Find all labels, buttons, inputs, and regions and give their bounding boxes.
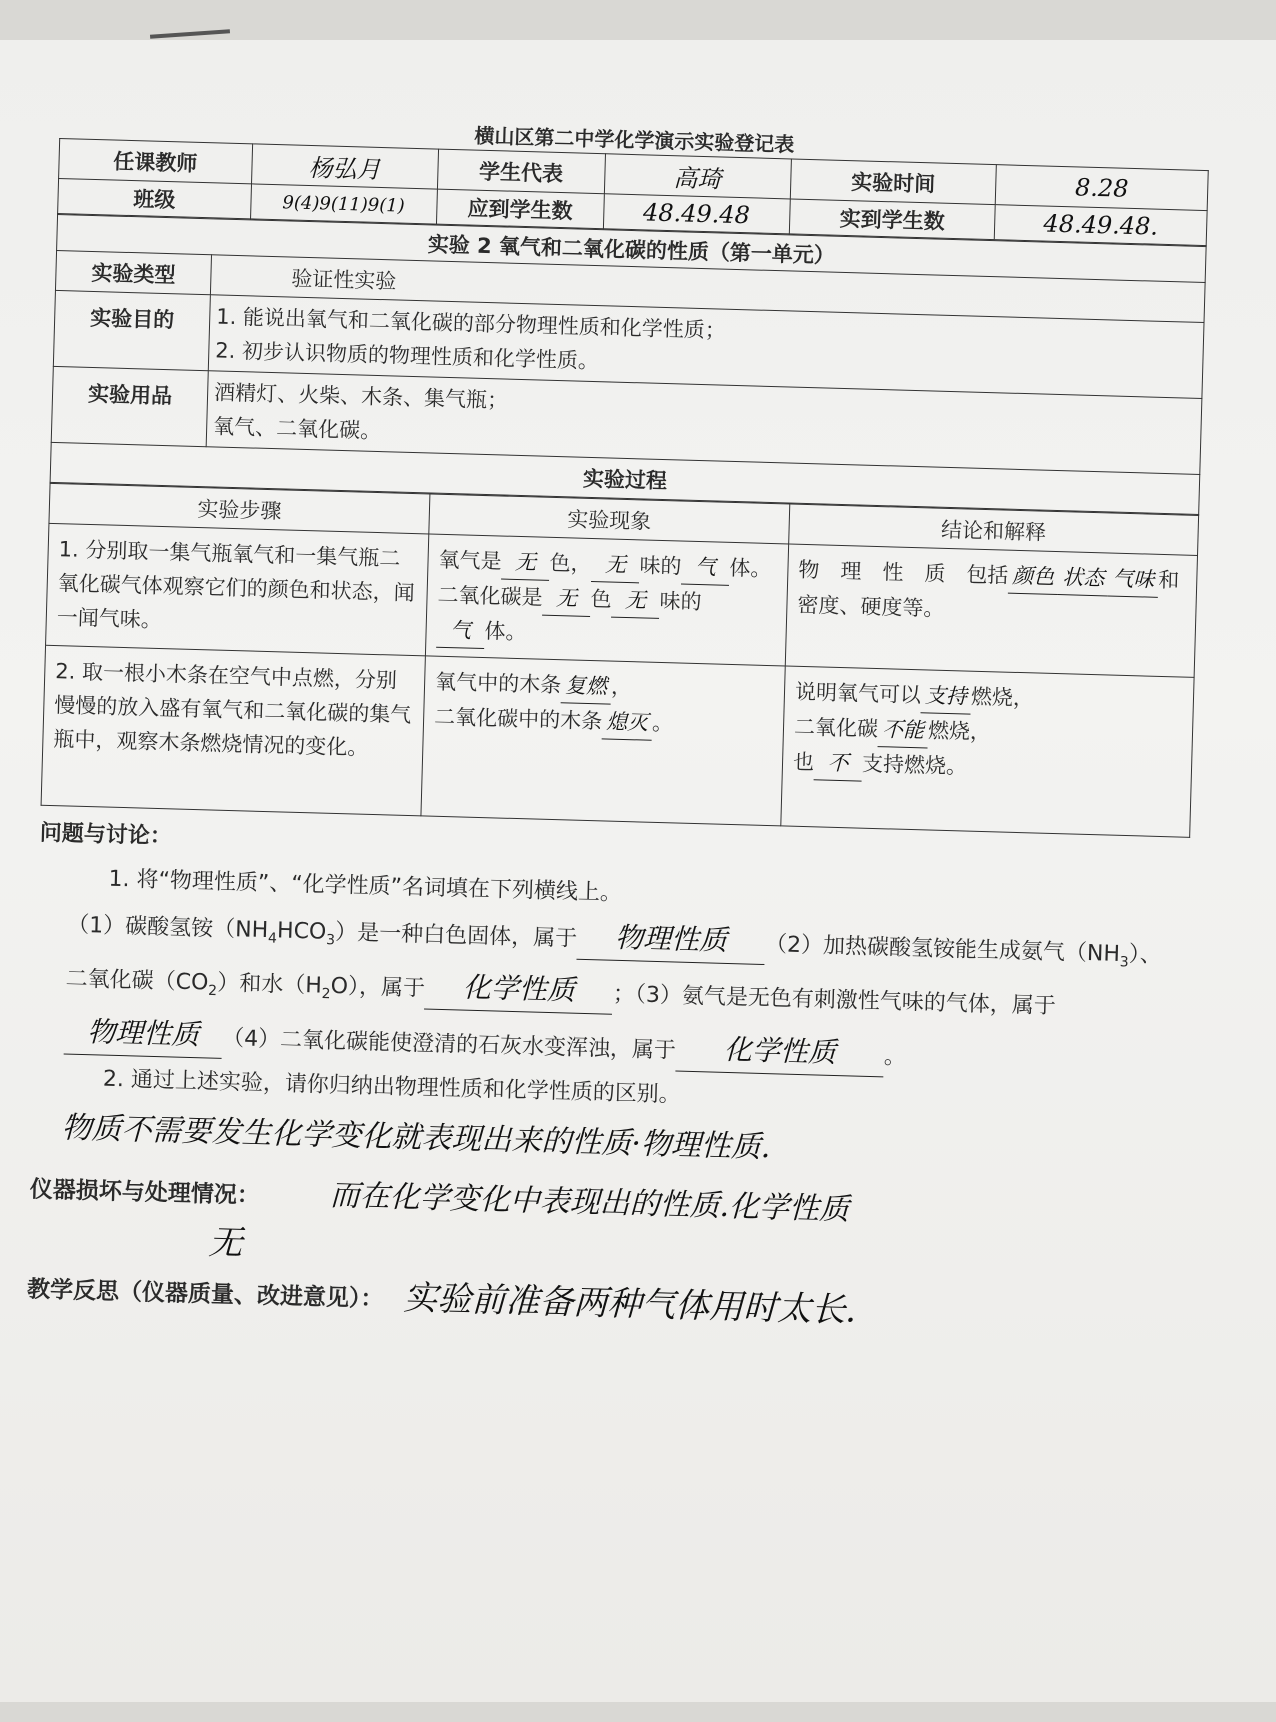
answer-blank: 不能	[878, 712, 929, 748]
text: 也	[792, 749, 815, 775]
answer-blank: 无	[611, 583, 660, 619]
process-label: 实验过程	[50, 442, 1200, 514]
expected-label: 应到学生数	[436, 189, 604, 229]
text: ）、二氧化碳（CO	[65, 942, 1163, 996]
answer-blank: 无	[501, 545, 550, 581]
text: 。	[883, 1044, 907, 1070]
student-rep-value: 高琦	[604, 154, 791, 199]
reflection-value: 实验前准备两种气体用时太长.	[402, 1277, 857, 1331]
text: 味的	[639, 553, 682, 579]
time-label: 实验时间	[790, 159, 996, 205]
answer-blank: 气	[681, 550, 730, 586]
question-1: 1. 将“物理性质”、“化学性质”名词填在下列横线上。	[108, 866, 623, 906]
question-1-body: （1）碳酸氢铵$(NH_4HCO_3)$是一种白色固体，属于 物理性质 （2）加热碳酸氢铵能生成氨气$(NH_3)$、二氧化碳$(CO_2)$和水$(H_2O)$，属于 化学性质 ；（3）氨气是无色有刺激性气味的气体，属于物理性质 （4）二氧化碳能使澄清的石灰水变浑浊，属于 化学性质 。	[34, 900, 1188, 1088]
text: O），属于	[330, 974, 426, 1002]
answer-blank: 支持	[920, 678, 971, 714]
supplies-line: 氧气、二氧化碳。	[212, 413, 382, 443]
text: 燃烧，	[970, 684, 1035, 711]
expected-value: 48.49.48	[603, 194, 790, 234]
text: 二氧化碳是	[437, 582, 543, 610]
teacher-value: 杨弘月	[251, 144, 438, 189]
question-2-answer-2: 而在化学变化中表现出的性质.化学性质	[329, 1177, 850, 1228]
conclusion-1	[785, 544, 1197, 677]
paper-edge-mark	[150, 29, 230, 39]
actual-label: 实到学生数	[789, 199, 995, 240]
text: 和密度、硬度等。	[797, 567, 1180, 621]
damage-label: 仪器损坏与处理情况：	[29, 1176, 261, 1210]
supplies-label: 实验用品	[51, 366, 208, 446]
experiment-title: 实验 2 氧气和二氧化碳的性质（第一单元）	[57, 214, 1207, 282]
conclusion-2	[781, 666, 1194, 837]
discussion-section	[31, 812, 1190, 1188]
text: 燃烧，	[927, 718, 992, 745]
text: 色，	[549, 550, 592, 577]
damage-value: 无	[207, 1222, 243, 1264]
time-value: 8.28	[995, 165, 1208, 211]
purpose-line: 2. 初步认识物质的物理性质和化学性质。	[215, 337, 600, 373]
step-2: 2. 取一根小木条在空气中点燃，分别慢慢的放入盛有氧气和二氧化碳的集气瓶中，观察木条燃烧情况的变化。	[41, 645, 425, 816]
step-1: 1. 分别取一集气瓶氧气和一集气瓶二氧化碳气体观察它们的颜色和状态，闻一闻气味。	[46, 523, 429, 656]
question-2-answer-1: 物质不需要发生化学变化就表现出来的性质·物理性质.	[61, 1110, 771, 1166]
answer-blank: 气味	[1108, 561, 1159, 597]
text: 体。	[484, 619, 527, 645]
col-steps: 实验步骤	[49, 483, 430, 534]
text: ）是一种白色固体，属于	[334, 920, 578, 952]
text: 色	[590, 587, 612, 612]
answer-blank: 化学性质	[675, 1026, 884, 1077]
answer-blank: 状态	[1058, 560, 1109, 596]
text: 味的	[659, 588, 702, 615]
answer-blank: 不	[814, 745, 863, 781]
answer-blank: 复燃	[561, 668, 612, 704]
text: ）和水（H	[216, 971, 323, 1000]
form-title: 横山区第二中学化学演示实验登记表	[474, 123, 795, 157]
text: （2）加热碳酸氢铵能生成氨气（NH	[764, 932, 1121, 967]
text: 二氧化碳	[793, 714, 879, 742]
purpose-line: 1. 能说出氧气和二氧化碳的部分物理性质和化学性质；	[215, 303, 727, 343]
col-conclusion: 结论和解释	[789, 504, 1199, 555]
text: 氧气是	[438, 547, 502, 574]
answer-blank: 颜色	[1008, 559, 1059, 595]
text: ，	[610, 674, 633, 700]
text: ；（3）氨气是无色有刺激性气味的气体，属于	[612, 982, 1057, 1020]
text: 说明氧气可以	[794, 679, 922, 708]
answer-blank: 无	[542, 581, 591, 617]
col-observations: 实验现象	[429, 494, 790, 544]
observation-2	[421, 656, 785, 826]
type-value: 验证性实验	[210, 255, 1205, 323]
reflection-label: 教学反思（仪器质量、改进意见）：	[26, 1276, 384, 1313]
text: 。	[651, 710, 674, 736]
purpose-label: 实验目的	[53, 290, 210, 370]
text: 二氧化碳中的木条	[433, 704, 603, 734]
process-table	[41, 483, 1200, 838]
answer-blank: 无	[591, 547, 640, 583]
type-label: 实验类型	[55, 250, 211, 294]
answer-blank: 物理性质	[64, 1009, 223, 1058]
text: （4）二氧化碳能使澄清的石灰水变浑浊，属于	[221, 1025, 677, 1064]
answer-blank: 物理性质	[577, 915, 766, 965]
text: 体。	[729, 555, 772, 582]
observation-1	[425, 534, 788, 666]
info-table	[50, 214, 1207, 515]
supplies-line: 酒精灯、火柴、木条、集气瓶；	[213, 379, 509, 413]
text: 支持燃烧。	[861, 751, 968, 779]
registration-form	[16, 110, 1210, 1721]
answer-blank: 气	[436, 613, 485, 649]
discussion-heading: 问题与讨论：	[39, 820, 173, 850]
text: （1）碳酸氢铵（NH	[66, 912, 269, 944]
class-label: 班级	[58, 178, 251, 218]
teacher-label: 任课教师	[59, 139, 253, 184]
text: HCO	[276, 918, 327, 945]
class-value: 9(4)9(11)9(1)	[250, 184, 437, 224]
answer-blank: 熄灭	[602, 704, 653, 740]
actual-value: 48.49.48.	[994, 205, 1207, 246]
text: 氧气中的木条	[434, 669, 562, 698]
question-2: 2. 通过上述实验，请你归纳出物理性质和化学性质的区别。	[102, 1066, 682, 1108]
student-rep-label: 学生代表	[437, 149, 605, 194]
answer-blank: 化学性质	[424, 965, 613, 1015]
text: 物 理 性 质 包括	[798, 557, 1009, 588]
